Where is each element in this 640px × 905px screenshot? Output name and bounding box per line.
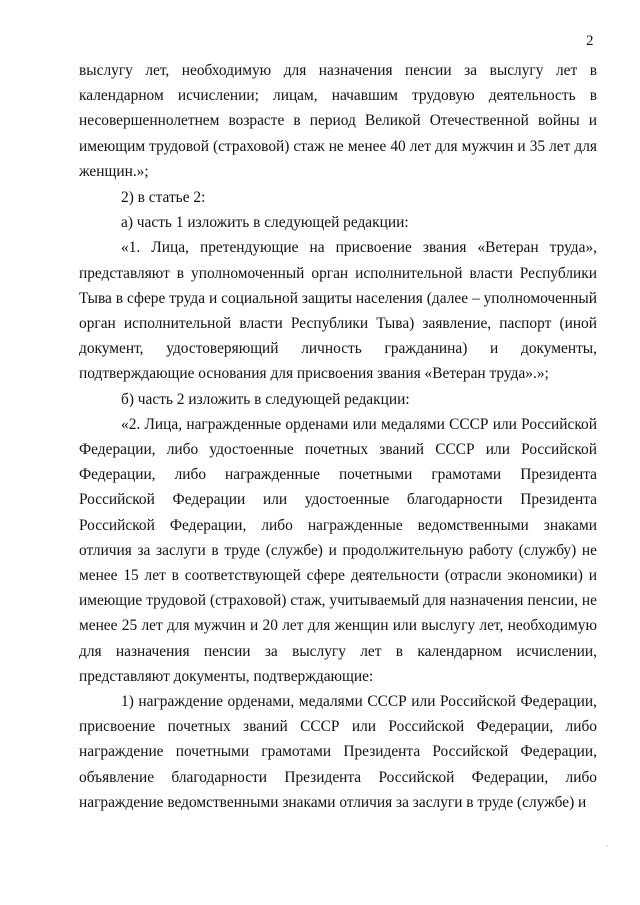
paragraph-subitem-a: а) часть 1 изложить в следующей редакции: [121, 214, 409, 232]
document-body [79, 58, 597, 815]
paragraph-list-item-1: 1) награждение орденами, медалями СССР или Российской Федерации, присвоение почетных званий СССР или Российской Федерации, либо награждение почетными грамотами Президента Российской Федерации, объявление благодарности Президента Российской Федерации, либо награждение ведомственными знаками отличия за заслуги в труде (службе) и [79, 693, 597, 811]
scan-speck: · [606, 842, 609, 851]
paragraph-continuation: выслугу лет, необходимую для назначения пенсии за выслугу лет в календарном исчислении; лицам, начавшим трудовую деятельность в несовершеннолетнем возрасте в период Великой Отечественной войны и имеющим трудовой (страховой) стаж не менее 40 лет для мужчин и 35 лет для женщин.»; [79, 62, 597, 180]
paragraph-subitem-b: б) часть 2 изложить в следующей редакции: [121, 390, 410, 408]
paragraph-part-2-text: «2. Лица, награжденные орденами или медалями СССР или Российской Федерации, либо удостоенные почетных званий СССР или Российской Федерации, либо награжденные почетными грамотами Президента Российской Федерации или удостоенные благодарности Президента Российской Федерации, либо награжденные ведомственными знаками отличия за заслуги в труде (службе) и продолжительную работу (службу) не менее 15 лет в соответствующей сфере деятельности (отрасли экономики) и имеющие трудовой (страховой) стаж, учитываемый для назначения пенсии, не менее 25 лет для мужчин и 20 лет для женщин или выслугу лет, необходимую для назначения пенсии за выслугу лет в календарном исчислении, представляют документы, подтверждающие: [79, 415, 597, 685]
page-number: 2 [586, 33, 594, 49]
paragraph-item-2: 2) в статье 2: [121, 189, 206, 207]
paragraph-part-1-text: «1. Лица, претендующие на присвоение звания «Ветеран труда», представляют в уполномоченный орган исполнительной власти Республики Тыва в сфере труда и социальной защиты населения (далее – уполномоченный орган исполнительной власти Республики Тыва) заявление, паспорт (иной документ, удостоверяющий личность гражданина) и документы, подтверждающие основания для присвоения звания «Ветеран труда».»; [79, 239, 597, 383]
